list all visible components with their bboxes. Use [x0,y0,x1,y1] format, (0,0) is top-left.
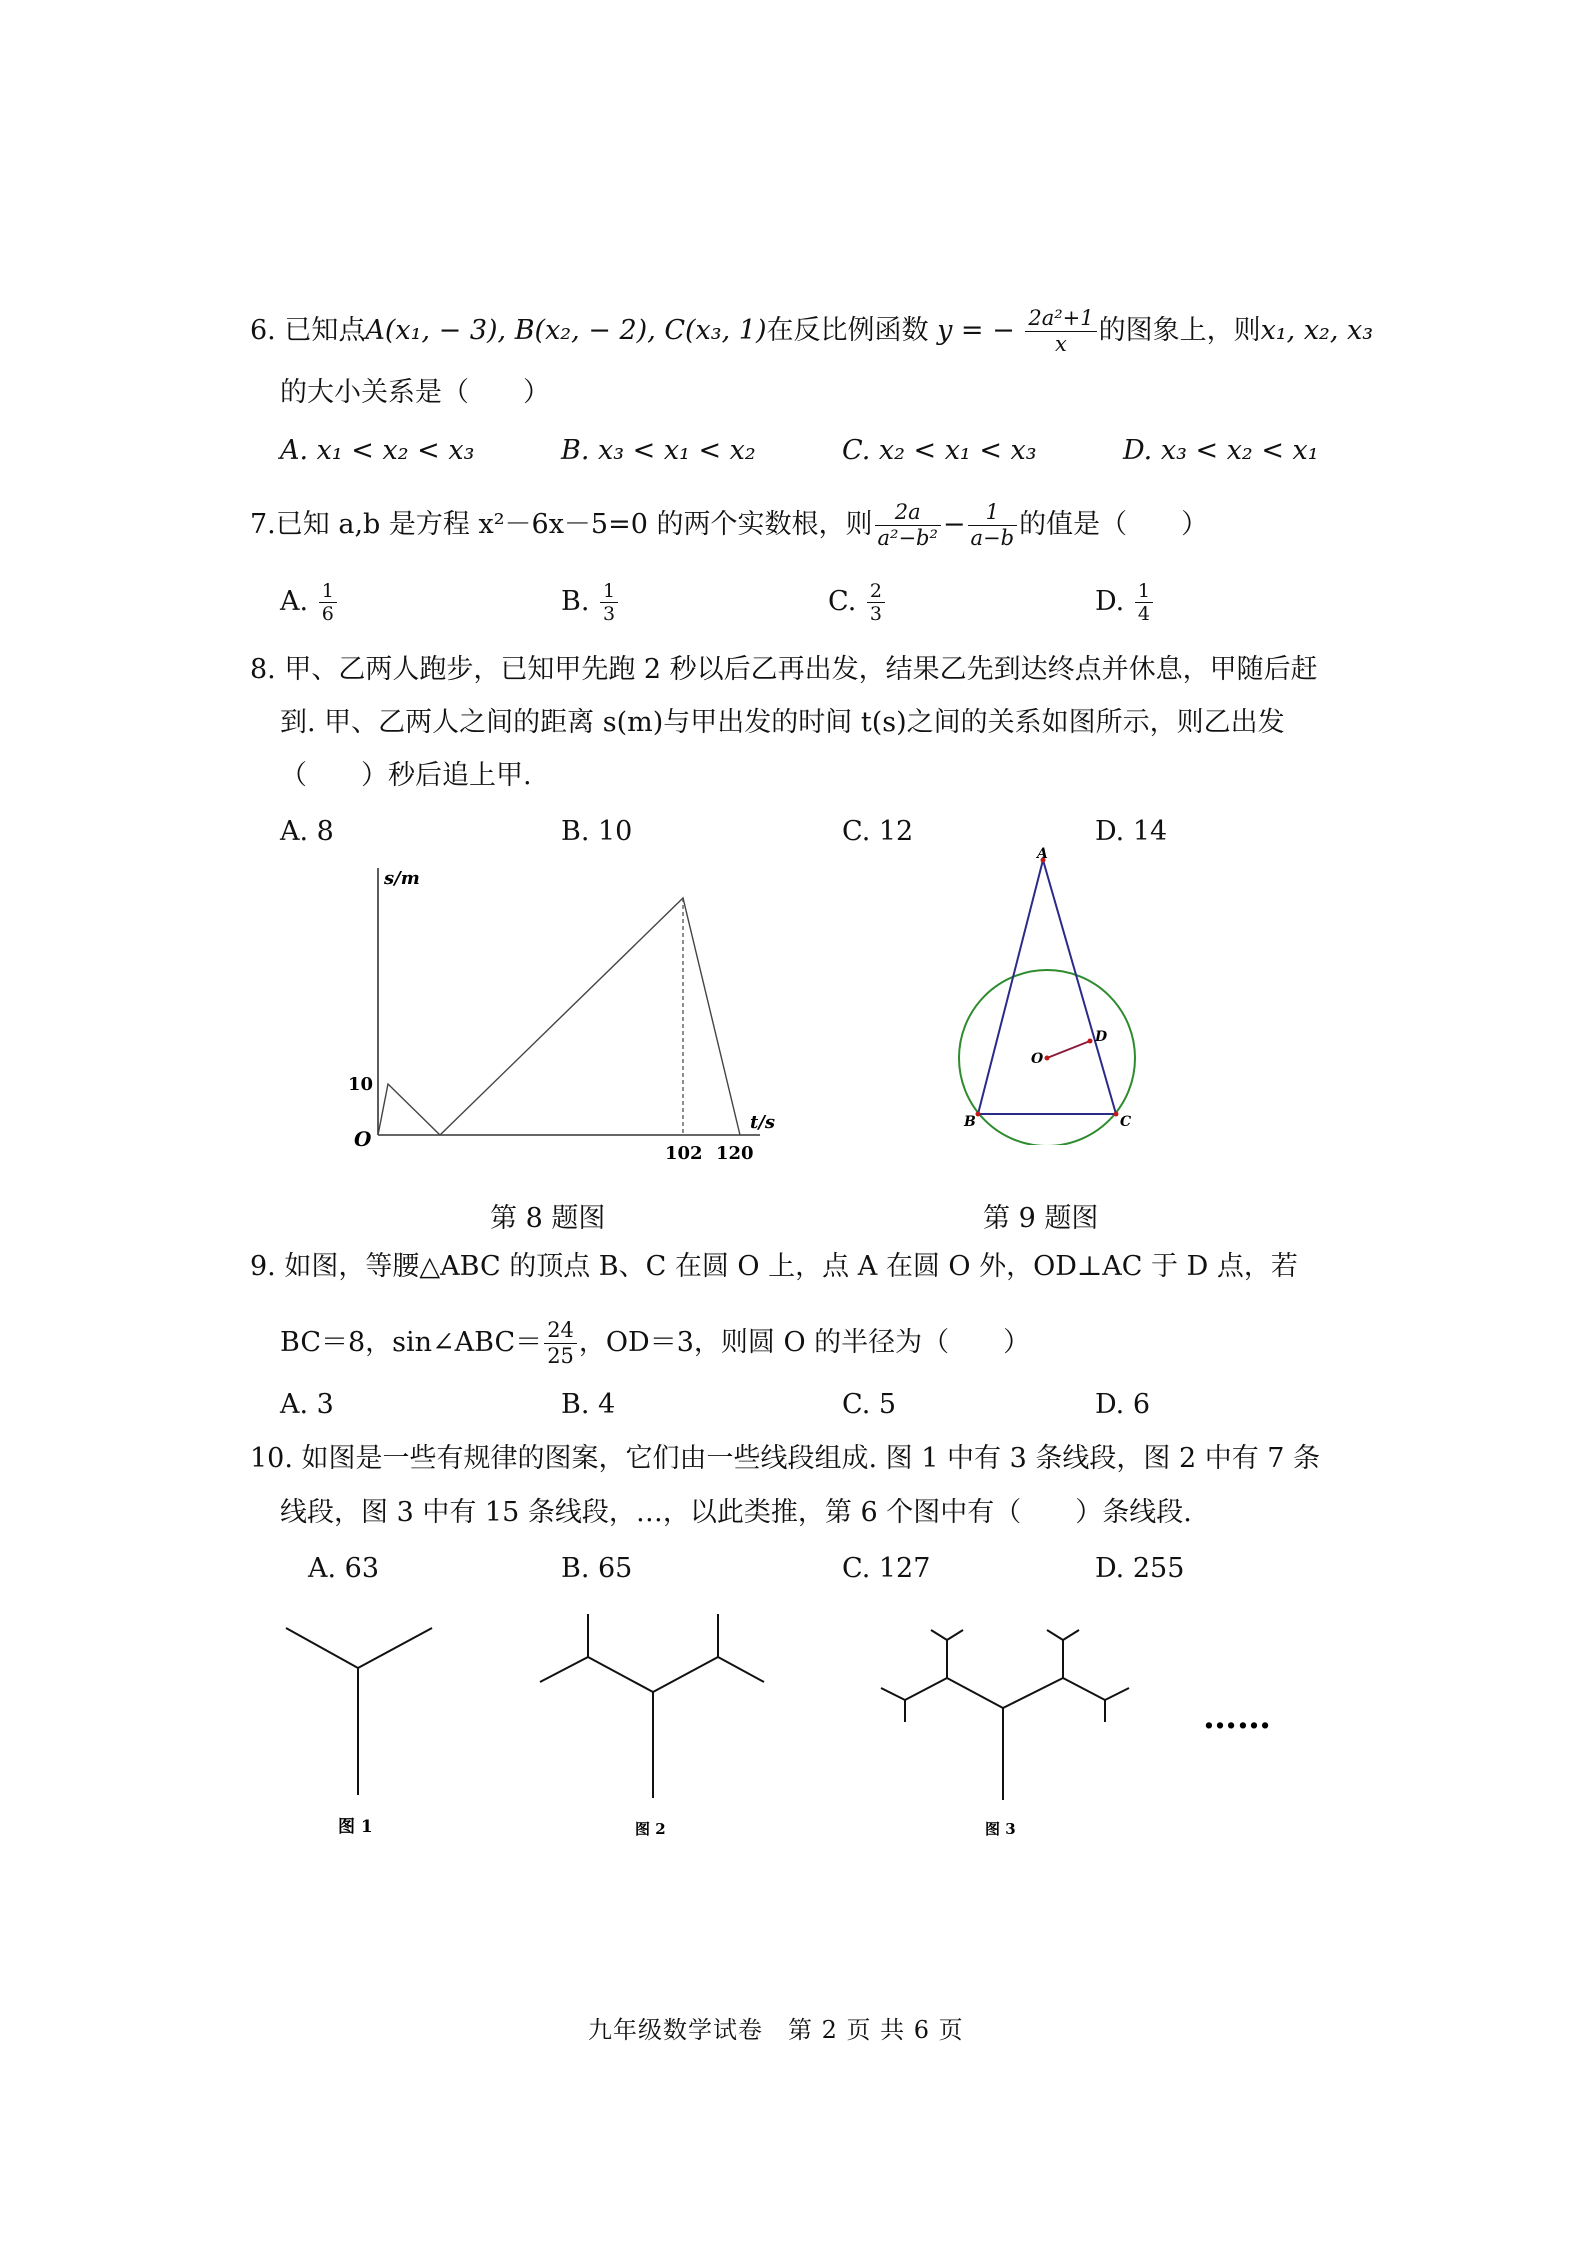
q7-option-a-num: 1 [321,580,334,602]
q7-option-b [561,580,620,625]
q7-option-d-label: D. [1095,586,1125,617]
figure-9-diagram [940,845,1170,1145]
q7-frac1-numerator: 2a [894,500,921,524]
fig8-xtick-102: 102 [665,1143,703,1164]
q7-frac2-numerator: 1 [985,500,999,524]
fig9-segment-od [1047,1041,1090,1058]
figure-8-graph [340,860,780,1170]
q9-option-d: D. 6 [1095,1389,1151,1420]
q8-option-d: D. 14 [1095,816,1168,847]
q7-number: 7. [250,509,276,540]
q8-line1: 8. 甲、乙两人跑步，已知甲先跑 2 秒以后乙再出发，结果乙先到达终点并休息，甲随后赶 [250,654,1318,685]
q9-option-b: B. 4 [561,1389,616,1420]
fig9-triangle-abc [978,860,1116,1114]
fig9-caption: 第 9 题图 [983,1203,1099,1234]
q7-text-1: 已知 a,b 是方程 x²－6x－5=0 的两个实数根，则 [275,509,873,540]
q6-text-2: 在反比例函数 [766,315,929,346]
fig8-ytick-10: 10 [348,1074,374,1095]
q7-option-c-num: 2 [869,580,882,602]
q8-line3: （ ）秒后追上甲. [280,760,532,791]
fig9-point-d [1088,1039,1093,1044]
q6-line2: 的大小关系是（ ） [280,377,550,408]
q10-figure-1-label: 图 1 [338,1817,373,1837]
q7-fraction-1 [875,500,941,551]
q7-line1 [250,500,1208,551]
q7-option-a-fraction [319,580,337,625]
q6-text-1: 已知点 [284,315,366,346]
q7-option-d [1095,580,1155,625]
q9-frac-numerator: 24 [547,1318,574,1342]
q7-option-d-num: 1 [1137,580,1150,602]
fig9-point-c [1114,1112,1119,1117]
q6-vars: x₁, x₂, x₃ [1260,315,1374,346]
q10-option-d: D. 255 [1095,1553,1185,1584]
q10-figure-2-label: 图 2 [635,1820,666,1838]
q9-line2 [280,1318,1030,1369]
q8-option-c: C. 12 [842,816,914,847]
q7-option-c-den: 3 [867,602,885,625]
fig8-distance-curve [378,898,740,1135]
fig9-label-b: B [964,1114,976,1130]
q6-fraction [1025,306,1096,357]
q6-option-b: B. x₃ < x₁ < x₂ [561,435,756,466]
q7-option-c-fraction [867,580,885,625]
fig9-label-d: D [1095,1029,1108,1045]
fig9-point-b [976,1112,981,1117]
q6-number: 6. [250,315,276,346]
q9-text-1: BC＝8，sin∠ABC＝ [280,1327,543,1358]
q7-text-2: 的值是（ ） [1019,509,1209,540]
q10-figure-2 [540,1614,764,1798]
fig9-label-o: O [1031,1051,1044,1067]
q7-frac2-denominator: a−b [968,525,1018,551]
q10-figure-1 [286,1628,432,1795]
q6-function-lhs: y = − [937,315,1015,346]
fig8-origin: O [354,1127,372,1151]
fig9-label-a: A [1037,846,1048,862]
q9-option-c: C. 5 [842,1389,897,1420]
q7-option-a-den: 6 [319,602,337,625]
q9-frac-denominator: 25 [544,1343,577,1369]
q6-text-3: 的图象上，则 [1098,315,1261,346]
q6-frac-denominator: x [1025,331,1096,357]
q7-minus: − [942,509,966,540]
q10-line2: 线段，图 3 中有 15 条线段，…，以此类推，第 6 个图中有（ ）条线段. [280,1497,1192,1528]
q8-line2: 到. 甲、乙两人之间的距离 s(m)与甲出发的时间 t(s)之间的关系如图所示，则乙出发 [280,707,1285,738]
fig8-ylabel: s/m [384,868,420,889]
q6-option-c: C. x₂ < x₁ < x₃ [842,435,1037,466]
q6-points: A(x₁, − 3), B(x₂, − 2), C(x₃, 1) [365,315,767,346]
page-footer: 九年级数学试卷 第 2 页 共 6 页 [588,2016,964,2044]
q7-option-d-den: 4 [1135,602,1153,625]
q7-option-a [280,580,339,625]
q9-text-2: ，OD＝3，则圆 O 的半径为（ ） [578,1327,1031,1358]
q8-option-b: B. 10 [561,816,633,847]
q7-option-b-den: 3 [600,602,618,625]
q10-option-a: A. 63 [308,1553,380,1584]
q7-frac1-denominator: a²−b² [875,525,941,551]
q7-option-b-label: B. [561,586,590,617]
q8-option-a: A. 8 [280,816,334,847]
fig8-xlabel: t/s [750,1112,776,1133]
q6-option-a: A. x₁ < x₂ < x₃ [280,435,475,466]
fig9-point-o [1045,1056,1050,1061]
q9-option-a: A. 3 [280,1389,334,1420]
q7-option-d-fraction [1135,580,1153,625]
fig8-xtick-120: 120 [716,1143,754,1164]
q7-option-a-label: A. [280,586,309,617]
q7-option-c-label: C. [828,586,857,617]
q10-figure-3-label: 图 3 [985,1820,1016,1838]
q10-pattern-figures [270,1600,1320,1850]
q10-line1: 10. 如图是一些有规律的图案，它们由一些线段组成. 图 1 中有 3 条线段，图 2 中有 7 条 [250,1443,1321,1474]
q6-option-d: D. x₃ < x₂ < x₁ [1123,435,1319,466]
fig8-caption: 第 8 题图 [490,1203,606,1234]
q9-line1: 9. 如图，等腰△ABC 的顶点 B、C 在圆 O 上，点 A 在圆 O 外，OD⊥AC 于 D 点，若 [250,1251,1298,1282]
fig9-label-c: C [1120,1114,1132,1130]
q7-option-b-num: 1 [603,580,616,602]
q6-line1 [250,306,1373,357]
q10-option-c: C. 127 [842,1553,931,1584]
q7-option-c [828,580,887,625]
q7-option-b-fraction [600,580,618,625]
q10-option-b: B. 65 [561,1553,633,1584]
q6-frac-numerator: 2a²+1 [1028,306,1094,330]
q10-ellipsis: …… [1203,1697,1271,1737]
q10-figure-3 [881,1630,1129,1800]
q9-fraction [544,1318,577,1369]
q7-fraction-2 [968,500,1018,551]
